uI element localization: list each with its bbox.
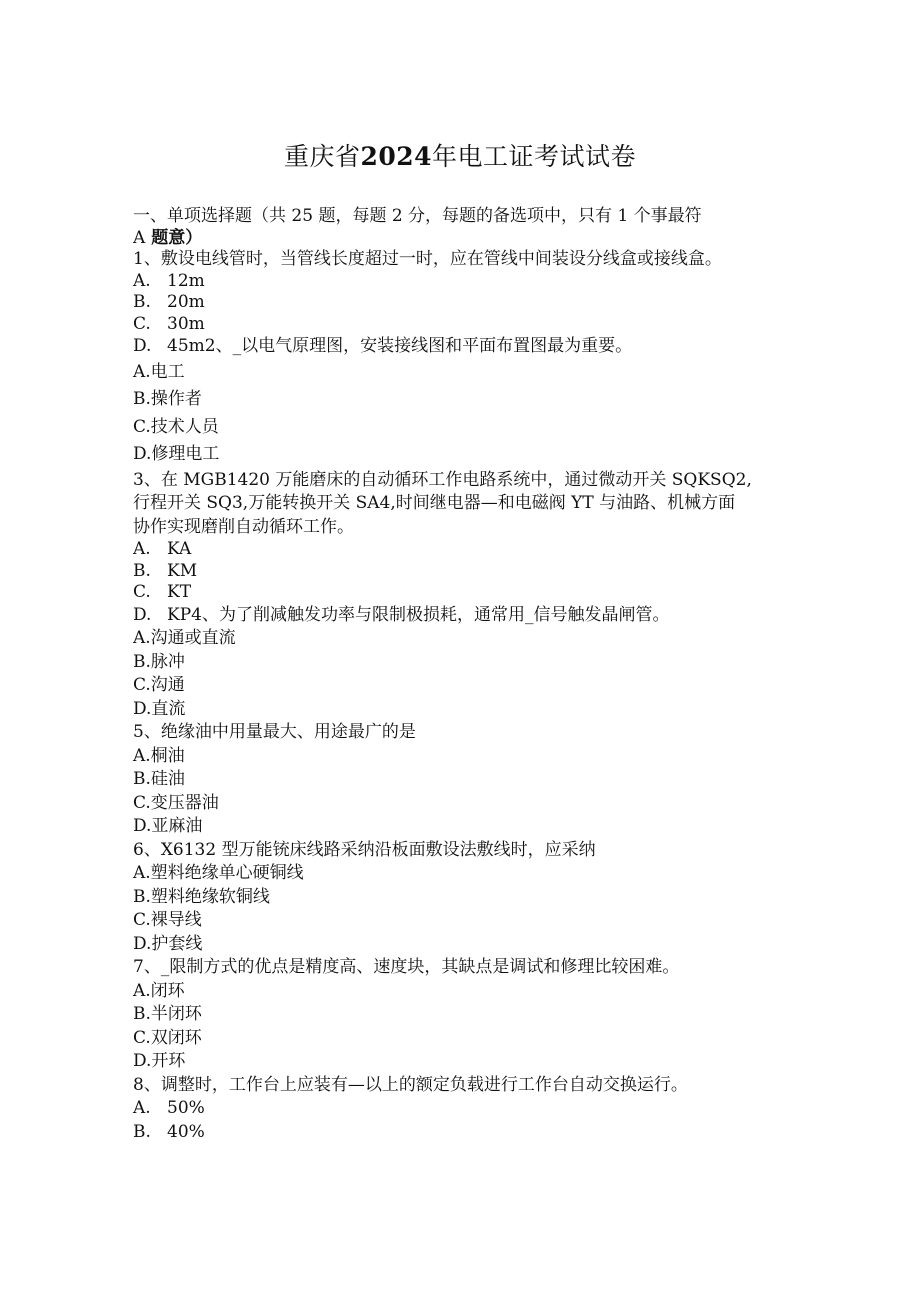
question-1-option-b: B. 20m: [133, 292, 205, 312]
section-heading-letter: A: [133, 227, 146, 248]
question-2-option-d: D.修理电工: [133, 444, 220, 464]
question-4-option-a: A.沟通或直流: [133, 628, 236, 648]
question-5-text: 5、绝缘油中用量最大、用途最广的是: [133, 722, 416, 742]
question-8-option-b: B. 40%: [133, 1121, 205, 1142]
question-6-text: 6、X6132 型万能铳床线路采纳沿板面敷设法敷线时，应采纳: [133, 839, 596, 860]
question-5-option-b: B.硅油: [133, 769, 185, 789]
question-7-option-b: B.半闭环: [133, 1004, 202, 1024]
exam-content: [133, 206, 793, 1144]
question-6-option-c: C.裸导线: [133, 910, 202, 930]
question-4-option-d: D.直流: [133, 698, 186, 719]
question-1-option-c: C. 30m: [133, 313, 205, 334]
question-1-option-a: A. 12m: [133, 270, 205, 291]
title-year: 2024: [360, 142, 433, 171]
question-3-text-line2: 行程开关 SQ3,万能转换开关 SA4,时间继电器—和电磁阀 YT 与油路、机械方面: [133, 493, 736, 513]
question-6-option-b: B.塑料绝缘软铜线: [133, 886, 270, 907]
section-heading-cont: [133, 228, 793, 250]
question-3-option-b: B. KM: [133, 560, 198, 581]
title-prefix: 重庆省: [283, 142, 361, 171]
question-7-option-c: C.双闭环: [133, 1027, 202, 1048]
question-8-option-a: A. 50%: [133, 1098, 205, 1118]
title-suffix: 年电工证考试试卷: [432, 142, 637, 171]
section-heading-tail: 题意）: [145, 227, 203, 248]
question-3-text-line3: 协作实现磨削自动循环工作。: [133, 516, 354, 537]
question-2-option-c: C.技术人员: [133, 416, 219, 437]
question-2-option-b: B.操作者: [133, 389, 202, 409]
question-3-text-line1: 3、在 MGB1420 万能磨床的自动循环工作电路系统中，通过微动开关 SQKSQ2,: [133, 469, 752, 490]
question-4-option-c: C.沟通: [133, 675, 185, 695]
question-7-option-a: A.闭环: [133, 980, 185, 1001]
question-6-option-a: A.塑料绝缘单心硬铜线: [133, 863, 304, 883]
question-3-option-d: D. KP4、为了削减触发功率与限制极损耗，通常用_信号触发晶闸管。: [133, 604, 670, 625]
question-1-option-d: D. 45m2、_以电气原理图，安装接线图和平面布置图最为重要。: [133, 336, 633, 356]
question-1-text: 1、敷设电线管时，当管线长度超过一时，应在管线中间装设分线盒或接线盒。: [133, 249, 722, 269]
section-heading: 一、单项选择题（共 25 题，每题 2 分，每题的备选项中，只有 1 个事最符: [133, 206, 702, 226]
question-5-option-a: A.桐油: [133, 745, 185, 766]
page-title: [0, 142, 920, 172]
question-8-text: 8、调整时，工作台上应装有—以上的额定负载进行工作台自动交换运行。: [133, 1074, 688, 1095]
question-2-option-a: A.电工: [133, 361, 185, 382]
question-3-option-c: C. KT: [133, 582, 192, 602]
question-7-text: 7、_限制方式的优点是精度高、速度块，其缺点是调试和修理比较困难。: [133, 957, 680, 977]
question-7-option-d: D.开环: [133, 1051, 186, 1071]
question-4-option-b: B.脉冲: [133, 651, 185, 672]
question-3-option-a: A. KA: [133, 539, 192, 559]
question-5-option-c: C.变压器油: [133, 792, 219, 813]
question-5-option-d: D.亚麻油: [133, 816, 203, 836]
question-6-option-d: D.护套线: [133, 933, 203, 954]
